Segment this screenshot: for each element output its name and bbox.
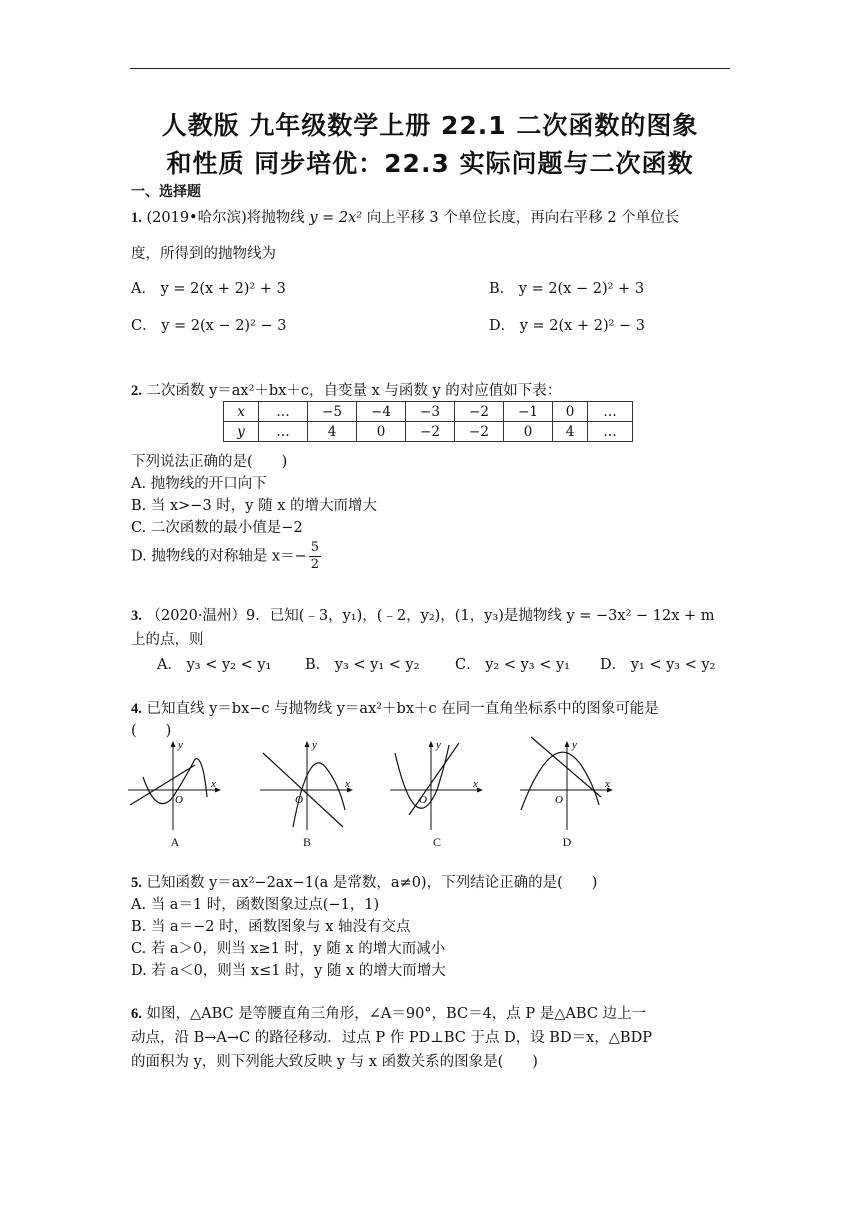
table-cell: 0 [553, 402, 588, 422]
page-title-line2: 和性质 同步培优：22.3 实际问题与二次函数 [166, 149, 694, 178]
fraction-numerator: 5 [310, 540, 320, 555]
q1-equation: y = 2x² [309, 210, 363, 226]
graph-d-y-label: y [572, 739, 577, 751]
graph-b-label: B [302, 835, 311, 849]
q5-option-a: A. 当 a＝1 时，函数图象过点(−1，1) [131, 897, 380, 913]
graph-b-y-label: y [312, 739, 317, 751]
q4-graph-d [517, 735, 617, 850]
graph-c-x-label: x [473, 778, 478, 790]
graph-a-y-label: y [178, 739, 183, 751]
q3-option-d: D． y₁ < y₃ < y₂ [600, 657, 716, 673]
q5-option-b: B. 当 a＝−2 时，函数图象与 x 轴没有交点 [131, 919, 411, 935]
q5-number: 5. [131, 875, 142, 891]
q5-stem [131, 871, 597, 892]
graph-b-x-label: x [345, 778, 350, 790]
q2-value-table [223, 401, 633, 442]
graph-c-figure [387, 735, 487, 835]
q1-text-b: 向上平移 3 个单位长度，再向右平移 2 个单位长 [362, 210, 680, 226]
table-cell: −5 [308, 402, 357, 422]
q5-option-d: D. 若 a＜0，则当 x≤1 时，y 随 x 的增大而增大 [131, 963, 446, 979]
q2-option-d [131, 540, 321, 573]
fraction-denominator: 2 [310, 557, 320, 572]
q2-prompt: 下列说法正确的是( ) [131, 454, 288, 470]
table-cell: 0 [504, 422, 553, 442]
graph-a-x-label: x [211, 778, 216, 790]
q1-option-c: C． y = 2(x − 2)² − 3 [131, 318, 287, 334]
graph-c-label: C [432, 835, 441, 849]
header-rule [130, 68, 730, 69]
table-cell: 4 [308, 422, 357, 442]
table-row [224, 402, 633, 422]
q5-option-c: C. 若 a＞0，则当 x≥1 时，y 随 x 的增大而减小 [131, 941, 446, 957]
q2-stem [131, 379, 561, 400]
q1-option-d: D． y = 2(x + 2)² − 3 [489, 318, 646, 334]
table-cell: y [224, 422, 259, 442]
table-row [224, 422, 633, 442]
graph-d-x-label: x [605, 778, 610, 790]
q3-option-c: C． y₂ < y₃ < y₁ [455, 657, 570, 673]
table-cell: −2 [455, 422, 504, 442]
table-cell: −2 [455, 402, 504, 422]
table-cell: 0 [357, 422, 406, 442]
q3-option-a: A． y₃ < y₂ < y₁ [157, 657, 272, 673]
q4-graph-c [387, 735, 487, 850]
q3-stem [131, 604, 715, 625]
q2-text: 二次函数 y＝ax²＋bx＋c，自变量 x 与函数 y 的对应值如下表： [141, 383, 562, 399]
q6-line2: 动点，沿 B→A→C 的路径移动．过点 P 作 PD⊥BC 于点 D，设 BD＝x，△BDP [131, 1030, 652, 1046]
graph-d-origin: O [555, 794, 563, 806]
q6-stem [131, 1002, 646, 1023]
table-cell: −4 [357, 402, 406, 422]
q1-option-a: A． y = 2(x + 2)² + 3 [131, 281, 286, 297]
graph-d-label: D [562, 835, 572, 849]
q1-number: 1. [131, 210, 142, 226]
q2-option-a: A. 抛物线的开口向下 [131, 476, 267, 492]
q1-stem [131, 206, 679, 227]
q4-graph-a [125, 735, 225, 850]
table-cell: −2 [406, 422, 455, 442]
q3-option-b: B． y₃ < y₁ < y₂ [305, 657, 420, 673]
q1-option-b: B． y = 2(x − 2)² + 3 [489, 281, 645, 297]
graph-a-origin: O [175, 794, 183, 806]
q4-stem [131, 697, 659, 718]
graph-a-label: A [170, 835, 180, 849]
q3-number: 3. [131, 608, 142, 624]
graph-b-origin: O [295, 794, 303, 806]
graph-b-figure [257, 735, 357, 835]
table-cell: −1 [504, 402, 553, 422]
q4-graph-b [257, 735, 357, 850]
q4-graph-options [125, 735, 625, 850]
q1-text-a: (2019•哈尔滨)将抛物线 [141, 210, 310, 226]
q3-stem-line2: 上的点，则 [131, 632, 204, 648]
fraction [309, 540, 321, 573]
table-cell: x [224, 402, 259, 422]
q2-number: 2. [131, 383, 142, 399]
q1-stem-line2: 度，所得到的抛物线为 [131, 246, 276, 262]
table-cell: 4 [553, 422, 588, 442]
q4-stem-line2: ( ) [131, 723, 172, 739]
table-cell: −3 [406, 402, 455, 422]
q5-text: 已知函数 y＝ax²−2ax−1(a 是常数，a≠0)，下列结论正确的是( ) [141, 875, 598, 891]
q2-option-b: B. 当 x>−3 时，y 随 x 的增大而增大 [131, 498, 377, 514]
graph-d-figure [517, 735, 617, 835]
graph-a-figure [125, 735, 225, 835]
table-cell: … [259, 402, 308, 422]
q6-number: 6. [131, 1006, 142, 1022]
table-cell: … [588, 422, 633, 442]
q3-text: （2020·温州）9．已知(﹣3，y₁)，(﹣2，y₂)，(1，y₃)是抛物线 y = −3x² − 12x + m [141, 608, 715, 624]
table-cell: … [588, 402, 633, 422]
page-title-line1: 人教版 九年级数学上册 22.1 二次函数的图象 [161, 111, 699, 140]
q4-number: 4. [131, 701, 142, 717]
q4-text: 已知直线 y＝bx−c 与抛物线 y＝ax²＋bx＋c 在同一直角坐标系中的图象可能是 [141, 701, 659, 717]
section-heading: 一、选择题 [131, 184, 201, 200]
table-cell: … [259, 422, 308, 442]
graph-c-origin: O [419, 794, 427, 806]
q2-option-d-text: D. 抛物线的对称轴是 x＝− [131, 548, 307, 565]
graph-c-y-label: y [436, 739, 441, 751]
q6-line1: 如图，△ABC 是等腰直角三角形，∠A＝90°，BC＝4，点 P 是△ABC 边上一 [141, 1006, 647, 1022]
q2-option-c: C. 二次函数的最小值是−2 [131, 520, 303, 536]
q6-line3: 的面积为 y，则下列能大致反映 y 与 x 函数关系的图象是( ) [131, 1054, 538, 1070]
